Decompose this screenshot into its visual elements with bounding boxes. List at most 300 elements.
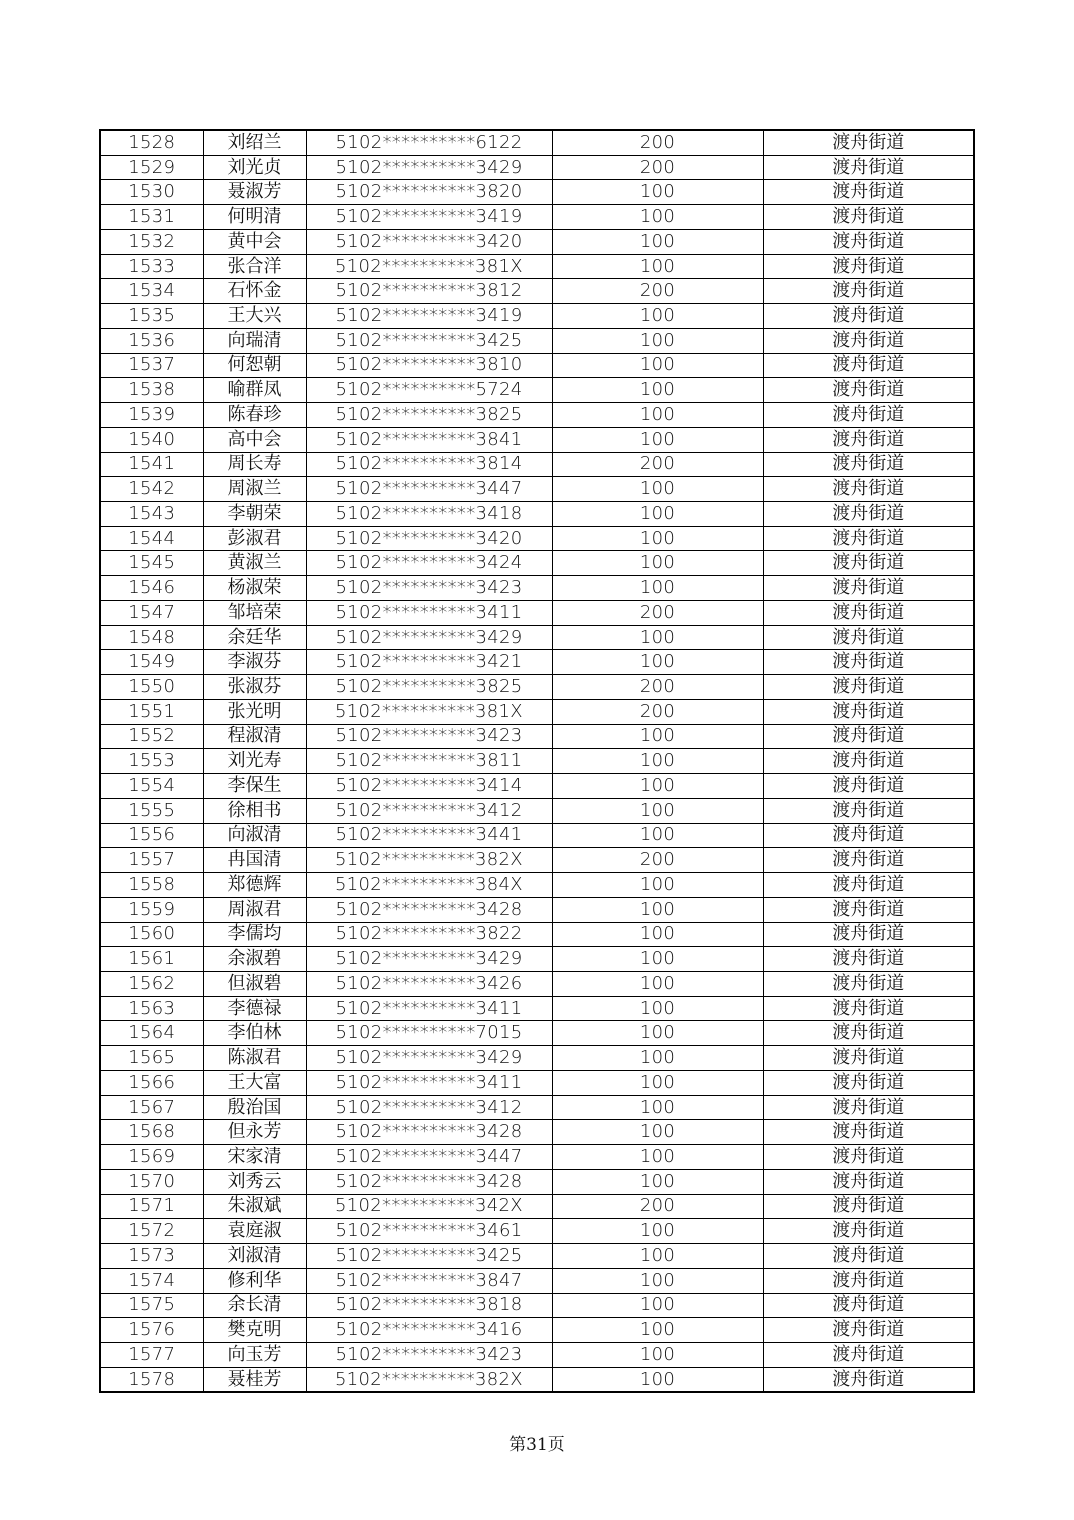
row-number-cell: 1533 <box>100 254 203 279</box>
name-cell: 张光明 <box>203 699 306 724</box>
amount-cell: 200 <box>552 279 763 304</box>
amount-cell: 100 <box>552 873 763 898</box>
table-row <box>100 403 974 428</box>
table-row <box>100 1194 974 1219</box>
amount-cell: 100 <box>552 304 763 329</box>
table-row <box>100 749 974 774</box>
table-row <box>100 1145 974 1170</box>
area-cell: 渡舟街道 <box>763 205 974 230</box>
name-cell: 李德禄 <box>203 996 306 1021</box>
amount-cell: 100 <box>552 897 763 922</box>
area-cell: 渡舟街道 <box>763 1046 974 1071</box>
row-number-cell: 1530 <box>100 180 203 205</box>
area-cell: 渡舟街道 <box>763 922 974 947</box>
name-cell: 周淑兰 <box>203 477 306 502</box>
table-row <box>100 378 974 403</box>
name-cell: 向瑞清 <box>203 328 306 353</box>
table-row <box>100 229 974 254</box>
area-cell: 渡舟街道 <box>763 1367 974 1392</box>
amount-cell: 100 <box>552 1268 763 1293</box>
amount-cell: 100 <box>552 798 763 823</box>
table-row <box>100 724 974 749</box>
id-number-cell: 5102**********3411 <box>306 1070 552 1095</box>
name-cell: 李朝荣 <box>203 502 306 527</box>
row-number-cell: 1547 <box>100 600 203 625</box>
row-number-cell: 1569 <box>100 1145 203 1170</box>
id-number-cell: 5102**********3847 <box>306 1268 552 1293</box>
name-cell: 向玉芳 <box>203 1342 306 1367</box>
table-row <box>100 477 974 502</box>
area-cell: 渡舟街道 <box>763 304 974 329</box>
id-number-cell: 5102**********342X <box>306 1194 552 1219</box>
area-cell: 渡舟街道 <box>763 403 974 428</box>
area-cell: 渡舟街道 <box>763 378 974 403</box>
row-number-cell: 1539 <box>100 403 203 428</box>
amount-cell: 100 <box>552 922 763 947</box>
id-number-cell: 5102**********382X <box>306 1367 552 1392</box>
row-number-cell: 1548 <box>100 625 203 650</box>
amount-cell: 100 <box>552 1293 763 1318</box>
name-cell: 袁庭淑 <box>203 1219 306 1244</box>
row-number-cell: 1561 <box>100 947 203 972</box>
id-number-cell: 5102**********3825 <box>306 403 552 428</box>
amount-cell: 100 <box>552 1318 763 1343</box>
area-cell: 渡舟街道 <box>763 1095 974 1120</box>
area-cell: 渡舟街道 <box>763 1318 974 1343</box>
id-number-cell: 5102**********3825 <box>306 675 552 700</box>
id-number-cell: 5102**********3418 <box>306 502 552 527</box>
area-cell: 渡舟街道 <box>763 576 974 601</box>
name-cell: 但淑碧 <box>203 971 306 996</box>
name-cell: 周淑君 <box>203 897 306 922</box>
area-cell: 渡舟街道 <box>763 353 974 378</box>
table-row <box>100 304 974 329</box>
name-cell: 徐相书 <box>203 798 306 823</box>
amount-cell: 200 <box>552 452 763 477</box>
amount-cell: 100 <box>552 353 763 378</box>
table-row <box>100 1318 974 1343</box>
area-cell: 渡舟街道 <box>763 254 974 279</box>
id-number-cell: 5102**********3820 <box>306 180 552 205</box>
area-cell: 渡舟街道 <box>763 675 974 700</box>
table-row <box>100 1367 974 1392</box>
area-cell: 渡舟街道 <box>763 823 974 848</box>
amount-cell: 200 <box>552 1194 763 1219</box>
id-number-cell: 5102**********3447 <box>306 1145 552 1170</box>
row-number-cell: 1532 <box>100 229 203 254</box>
amount-cell: 100 <box>552 328 763 353</box>
id-number-cell: 5102**********3429 <box>306 1046 552 1071</box>
id-number-cell: 5102**********6122 <box>306 130 552 155</box>
row-number-cell: 1559 <box>100 897 203 922</box>
table-row <box>100 130 974 155</box>
name-cell: 但永芳 <box>203 1120 306 1145</box>
area-cell: 渡舟街道 <box>763 625 974 650</box>
name-cell: 余长清 <box>203 1293 306 1318</box>
table-row <box>100 254 974 279</box>
amount-cell: 100 <box>552 823 763 848</box>
amount-cell: 100 <box>552 1120 763 1145</box>
row-number-cell: 1541 <box>100 452 203 477</box>
id-number-cell: 5102**********3841 <box>306 427 552 452</box>
row-number-cell: 1542 <box>100 477 203 502</box>
roster-table-body <box>100 130 974 1392</box>
amount-cell: 200 <box>552 699 763 724</box>
area-cell: 渡舟街道 <box>763 873 974 898</box>
table-row <box>100 922 974 947</box>
id-number-cell: 5102**********3421 <box>306 650 552 675</box>
row-number-cell: 1576 <box>100 1318 203 1343</box>
name-cell: 黄淑兰 <box>203 551 306 576</box>
id-number-cell: 5102**********3429 <box>306 155 552 180</box>
row-number-cell: 1528 <box>100 130 203 155</box>
name-cell: 何恕朝 <box>203 353 306 378</box>
row-number-cell: 1563 <box>100 996 203 1021</box>
name-cell: 朱淑斌 <box>203 1194 306 1219</box>
id-number-cell: 5102**********384X <box>306 873 552 898</box>
amount-cell: 100 <box>552 576 763 601</box>
row-number-cell: 1552 <box>100 724 203 749</box>
table-row <box>100 600 974 625</box>
area-cell: 渡舟街道 <box>763 526 974 551</box>
amount-cell: 100 <box>552 1367 763 1392</box>
amount-cell: 100 <box>552 378 763 403</box>
area-cell: 渡舟街道 <box>763 477 974 502</box>
id-number-cell: 5102**********3814 <box>306 452 552 477</box>
amount-cell: 100 <box>552 229 763 254</box>
id-number-cell: 5102**********3424 <box>306 551 552 576</box>
area-cell: 渡舟街道 <box>763 1194 974 1219</box>
area-cell: 渡舟街道 <box>763 1342 974 1367</box>
row-number-cell: 1534 <box>100 279 203 304</box>
table-row <box>100 353 974 378</box>
id-number-cell: 5102**********3461 <box>306 1219 552 1244</box>
name-cell: 刘光寿 <box>203 749 306 774</box>
amount-cell: 100 <box>552 205 763 230</box>
id-number-cell: 5102**********3447 <box>306 477 552 502</box>
row-number-cell: 1562 <box>100 971 203 996</box>
amount-cell: 100 <box>552 403 763 428</box>
table-row <box>100 1342 974 1367</box>
table-row <box>100 1021 974 1046</box>
id-number-cell: 5102**********5724 <box>306 378 552 403</box>
name-cell: 樊克明 <box>203 1318 306 1343</box>
area-cell: 渡舟街道 <box>763 155 974 180</box>
amount-cell: 100 <box>552 427 763 452</box>
name-cell: 修利华 <box>203 1268 306 1293</box>
name-cell: 周长寿 <box>203 452 306 477</box>
id-number-cell: 5102**********3412 <box>306 1095 552 1120</box>
row-number-cell: 1564 <box>100 1021 203 1046</box>
id-number-cell: 5102**********3419 <box>306 304 552 329</box>
name-cell: 郑德辉 <box>203 873 306 898</box>
id-number-cell: 5102**********3425 <box>306 1244 552 1269</box>
id-number-cell: 5102**********382X <box>306 848 552 873</box>
amount-cell: 100 <box>552 1169 763 1194</box>
name-cell: 聂淑芳 <box>203 180 306 205</box>
amount-cell: 100 <box>552 1095 763 1120</box>
id-number-cell: 5102**********3428 <box>306 1169 552 1194</box>
row-number-cell: 1551 <box>100 699 203 724</box>
area-cell: 渡舟街道 <box>763 229 974 254</box>
name-cell: 张淑芬 <box>203 675 306 700</box>
row-number-cell: 1540 <box>100 427 203 452</box>
area-cell: 渡舟街道 <box>763 1169 974 1194</box>
row-number-cell: 1529 <box>100 155 203 180</box>
name-cell: 李儒均 <box>203 922 306 947</box>
area-cell: 渡舟街道 <box>763 551 974 576</box>
name-cell: 陈春珍 <box>203 403 306 428</box>
table-row <box>100 155 974 180</box>
name-cell: 王大富 <box>203 1070 306 1095</box>
name-cell: 殷治国 <box>203 1095 306 1120</box>
amount-cell: 100 <box>552 526 763 551</box>
name-cell: 李淑芬 <box>203 650 306 675</box>
area-cell: 渡舟街道 <box>763 180 974 205</box>
table-row <box>100 1268 974 1293</box>
id-number-cell: 5102**********3441 <box>306 823 552 848</box>
table-row <box>100 1070 974 1095</box>
id-number-cell: 5102**********3414 <box>306 774 552 799</box>
roster-table <box>99 129 975 1393</box>
id-number-cell: 5102**********7015 <box>306 1021 552 1046</box>
name-cell: 石怀金 <box>203 279 306 304</box>
area-cell: 渡舟街道 <box>763 502 974 527</box>
amount-cell: 100 <box>552 625 763 650</box>
name-cell: 黄中会 <box>203 229 306 254</box>
row-number-cell: 1578 <box>100 1367 203 1392</box>
row-number-cell: 1545 <box>100 551 203 576</box>
area-cell: 渡舟街道 <box>763 328 974 353</box>
name-cell: 刘秀云 <box>203 1169 306 1194</box>
area-cell: 渡舟街道 <box>763 699 974 724</box>
id-number-cell: 5102**********3426 <box>306 971 552 996</box>
table-row <box>100 897 974 922</box>
row-number-cell: 1567 <box>100 1095 203 1120</box>
row-number-cell: 1543 <box>100 502 203 527</box>
area-cell: 渡舟街道 <box>763 600 974 625</box>
amount-cell: 100 <box>552 650 763 675</box>
row-number-cell: 1549 <box>100 650 203 675</box>
name-cell: 宋家清 <box>203 1145 306 1170</box>
id-number-cell: 5102**********3429 <box>306 625 552 650</box>
id-number-cell: 5102**********3411 <box>306 600 552 625</box>
row-number-cell: 1554 <box>100 774 203 799</box>
row-number-cell: 1558 <box>100 873 203 898</box>
row-number-cell: 1577 <box>100 1342 203 1367</box>
name-cell: 李保生 <box>203 774 306 799</box>
area-cell: 渡舟街道 <box>763 650 974 675</box>
name-cell: 刘绍兰 <box>203 130 306 155</box>
id-number-cell: 5102**********3419 <box>306 205 552 230</box>
area-cell: 渡舟街道 <box>763 1021 974 1046</box>
amount-cell: 100 <box>552 1342 763 1367</box>
row-number-cell: 1536 <box>100 328 203 353</box>
id-number-cell: 5102**********3423 <box>306 1342 552 1367</box>
table-row <box>100 625 974 650</box>
table-row <box>100 180 974 205</box>
table-row <box>100 675 974 700</box>
amount-cell: 100 <box>552 724 763 749</box>
name-cell: 聂桂芳 <box>203 1367 306 1392</box>
area-cell: 渡舟街道 <box>763 130 974 155</box>
amount-cell: 100 <box>552 749 763 774</box>
name-cell: 喻群凤 <box>203 378 306 403</box>
id-number-cell: 5102**********3810 <box>306 353 552 378</box>
table-row <box>100 279 974 304</box>
amount-cell: 100 <box>552 1021 763 1046</box>
table-row <box>100 1095 974 1120</box>
amount-cell: 100 <box>552 1244 763 1269</box>
table-row <box>100 971 974 996</box>
amount-cell: 200 <box>552 155 763 180</box>
table-row <box>100 328 974 353</box>
id-number-cell: 5102**********3420 <box>306 526 552 551</box>
amount-cell: 100 <box>552 1219 763 1244</box>
id-number-cell: 5102**********3423 <box>306 576 552 601</box>
table-row <box>100 650 974 675</box>
name-cell: 彭淑君 <box>203 526 306 551</box>
amount-cell: 100 <box>552 947 763 972</box>
area-cell: 渡舟街道 <box>763 1293 974 1318</box>
row-number-cell: 1550 <box>100 675 203 700</box>
row-number-cell: 1531 <box>100 205 203 230</box>
name-cell: 杨淑荣 <box>203 576 306 601</box>
row-number-cell: 1556 <box>100 823 203 848</box>
name-cell: 王大兴 <box>203 304 306 329</box>
name-cell: 李伯林 <box>203 1021 306 1046</box>
table-row <box>100 502 974 527</box>
area-cell: 渡舟街道 <box>763 452 974 477</box>
row-number-cell: 1535 <box>100 304 203 329</box>
amount-cell: 100 <box>552 254 763 279</box>
name-cell: 余淑碧 <box>203 947 306 972</box>
row-number-cell: 1544 <box>100 526 203 551</box>
table-row <box>100 1293 974 1318</box>
table-row <box>100 996 974 1021</box>
amount-cell: 100 <box>552 477 763 502</box>
row-number-cell: 1560 <box>100 922 203 947</box>
table-row <box>100 699 974 724</box>
row-number-cell: 1568 <box>100 1120 203 1145</box>
name-cell: 冉国清 <box>203 848 306 873</box>
area-cell: 渡舟街道 <box>763 1145 974 1170</box>
amount-cell: 100 <box>552 1070 763 1095</box>
amount-cell: 100 <box>552 502 763 527</box>
name-cell: 高中会 <box>203 427 306 452</box>
area-cell: 渡舟街道 <box>763 427 974 452</box>
name-cell: 向淑清 <box>203 823 306 848</box>
id-number-cell: 5102**********3411 <box>306 996 552 1021</box>
id-number-cell: 5102**********3425 <box>306 328 552 353</box>
table-row <box>100 873 974 898</box>
amount-cell: 100 <box>552 1145 763 1170</box>
amount-cell: 200 <box>552 600 763 625</box>
name-cell: 余廷华 <box>203 625 306 650</box>
area-cell: 渡舟街道 <box>763 798 974 823</box>
amount-cell: 100 <box>552 971 763 996</box>
row-number-cell: 1546 <box>100 576 203 601</box>
table-row <box>100 1169 974 1194</box>
amount-cell: 100 <box>552 551 763 576</box>
row-number-cell: 1571 <box>100 1194 203 1219</box>
table-row <box>100 1120 974 1145</box>
row-number-cell: 1553 <box>100 749 203 774</box>
area-cell: 渡舟街道 <box>763 848 974 873</box>
table-row <box>100 774 974 799</box>
id-number-cell: 5102**********3811 <box>306 749 552 774</box>
row-number-cell: 1570 <box>100 1169 203 1194</box>
id-number-cell: 5102**********381X <box>306 254 552 279</box>
row-number-cell: 1555 <box>100 798 203 823</box>
row-number-cell: 1573 <box>100 1244 203 1269</box>
page-number: 第31页 <box>509 1435 565 1455</box>
id-number-cell: 5102**********3412 <box>306 798 552 823</box>
name-cell: 何明清 <box>203 205 306 230</box>
table-row <box>100 1244 974 1269</box>
name-cell: 刘淑清 <box>203 1244 306 1269</box>
row-number-cell: 1574 <box>100 1268 203 1293</box>
table-row <box>100 205 974 230</box>
id-number-cell: 5102**********3428 <box>306 897 552 922</box>
row-number-cell: 1538 <box>100 378 203 403</box>
amount-cell: 200 <box>552 848 763 873</box>
row-number-cell: 1557 <box>100 848 203 873</box>
name-cell: 程淑清 <box>203 724 306 749</box>
area-cell: 渡舟街道 <box>763 774 974 799</box>
area-cell: 渡舟街道 <box>763 947 974 972</box>
table-row <box>100 576 974 601</box>
area-cell: 渡舟街道 <box>763 1219 974 1244</box>
id-number-cell: 5102**********3429 <box>306 947 552 972</box>
area-cell: 渡舟街道 <box>763 1070 974 1095</box>
table-row <box>100 427 974 452</box>
area-cell: 渡舟街道 <box>763 897 974 922</box>
table-row <box>100 452 974 477</box>
area-cell: 渡舟街道 <box>763 971 974 996</box>
area-cell: 渡舟街道 <box>763 724 974 749</box>
id-number-cell: 5102**********3818 <box>306 1293 552 1318</box>
row-number-cell: 1537 <box>100 353 203 378</box>
id-number-cell: 5102**********3822 <box>306 922 552 947</box>
name-cell: 刘光贞 <box>203 155 306 180</box>
amount-cell: 100 <box>552 1046 763 1071</box>
amount-cell: 100 <box>552 996 763 1021</box>
table-row <box>100 848 974 873</box>
id-number-cell: 5102**********3420 <box>306 229 552 254</box>
row-number-cell: 1572 <box>100 1219 203 1244</box>
area-cell: 渡舟街道 <box>763 1244 974 1269</box>
amount-cell: 100 <box>552 180 763 205</box>
amount-cell: 200 <box>552 130 763 155</box>
id-number-cell: 5102**********3423 <box>306 724 552 749</box>
table-row <box>100 526 974 551</box>
id-number-cell: 5102**********3812 <box>306 279 552 304</box>
row-number-cell: 1575 <box>100 1293 203 1318</box>
area-cell: 渡舟街道 <box>763 1268 974 1293</box>
area-cell: 渡舟街道 <box>763 279 974 304</box>
area-cell: 渡舟街道 <box>763 749 974 774</box>
amount-cell: 100 <box>552 774 763 799</box>
id-number-cell: 5102**********381X <box>306 699 552 724</box>
name-cell: 张合洋 <box>203 254 306 279</box>
table-row <box>100 551 974 576</box>
name-cell: 陈淑君 <box>203 1046 306 1071</box>
area-cell: 渡舟街道 <box>763 1120 974 1145</box>
id-number-cell: 5102**********3428 <box>306 1120 552 1145</box>
table-row <box>100 798 974 823</box>
table-row <box>100 1219 974 1244</box>
